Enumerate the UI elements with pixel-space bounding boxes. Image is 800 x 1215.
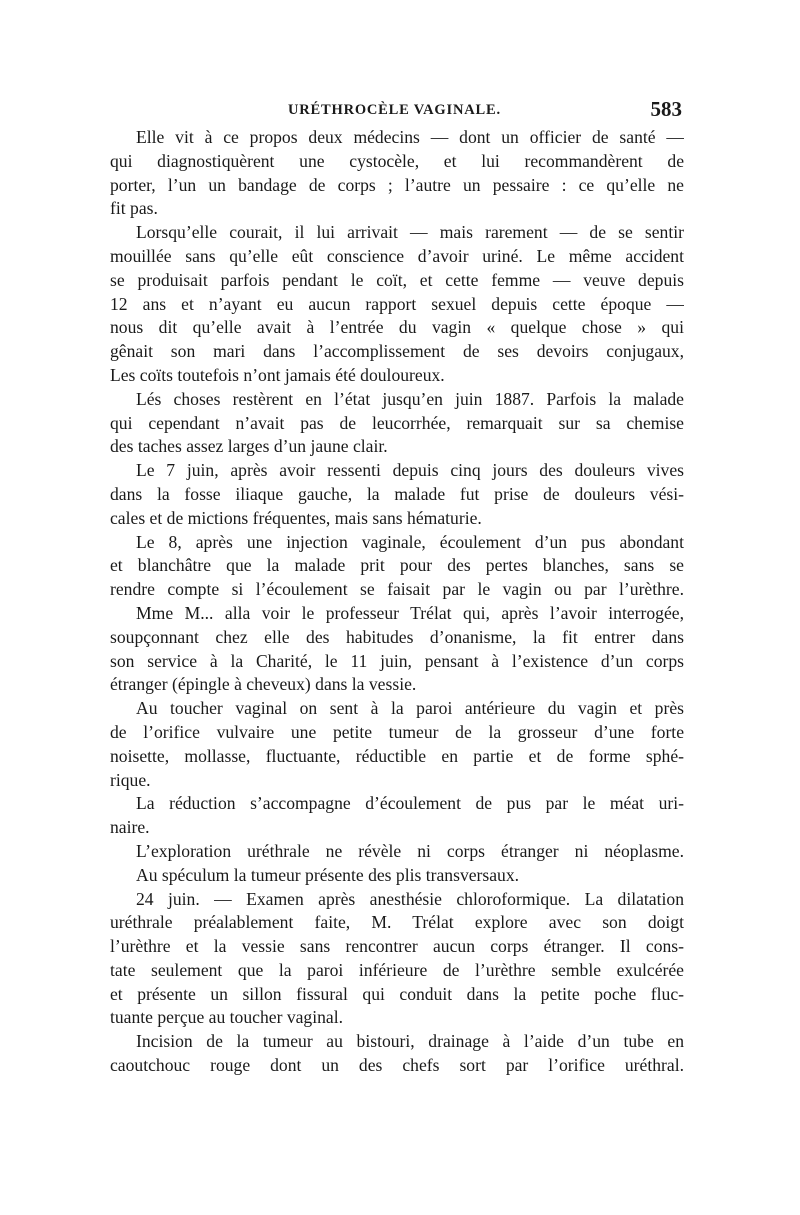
text-line: noisette, mollasse, fluctuante, réductible en partie et de forme sphé- (110, 745, 684, 766)
text-line: l’urèthre et la vessie sans rencontrer aucun corps étranger. Il cons- (110, 936, 684, 957)
text-line: étranger (épingle à cheveux) dans la vessie. (110, 674, 417, 695)
text-line: Mme M... alla voir le professeur Trélat qui, après l’avoir interrogée, (136, 602, 684, 623)
text-line: Lorsqu’elle courait, il lui arrivait — mais rarement — de se sentir (136, 222, 684, 243)
text-line: tate seulement que la paroi inférieure de l’urèthre semble exulcérée (110, 959, 684, 980)
text-line: La réduction s’accompagne d’écoulement de pus par le méat uri- (136, 793, 684, 814)
text-line: qui diagnostiquèrent une cystocèle, et lui recommandèrent de (110, 150, 684, 171)
text-line: Lés choses restèrent en l’état jusqu’en juin 1887. Parfois la malade (136, 388, 684, 409)
text-line: naire. (110, 817, 150, 838)
text-line: fit pas. (110, 198, 158, 219)
text-line: Incision de la tumeur au bistouri, drainage à l’aide d’un tube en (136, 1031, 684, 1052)
text-line: uréthrale préalablement faite, M. Trélat explore avec son doigt (110, 912, 684, 933)
text-line: caoutchouc rouge dont un des chefs sort par l’orifice uréthral. (110, 1055, 684, 1076)
text-line: qui cependant n’avait pas de leucorrhée, remarquait sur sa chemise (110, 412, 684, 433)
running-title: URÉTHROCÈLE VAGINALE. (288, 102, 501, 118)
text-line: gênait son mari dans l’accomplissement de ses devoirs conjugaux, (110, 341, 684, 362)
page-number: 583 (650, 97, 682, 121)
text-line: nous dit qu’elle avait à l’entrée du vagin « quelque chose » qui (110, 317, 684, 338)
text-line: des taches assez larges d’un jaune clair. (110, 436, 388, 457)
text-line: son service à la Charité, le 11 juin, pensant à l’existence d’un corps (110, 650, 684, 671)
text-line: et blanchâtre que la malade prit pour des pertes blanches, sans se (110, 555, 684, 576)
text-line: cales et de mictions fréquentes, mais sans hématurie. (110, 507, 482, 528)
text-line: de l’orifice vulvaire une petite tumeur de la grosseur d’une forte (110, 721, 684, 742)
text-line: porter, l’un un bandage de corps ; l’autre un pessaire : ce qu’elle ne (110, 174, 684, 195)
text-line: rique. (110, 769, 151, 790)
text-line: et présente un sillon fissural qui conduit dans la petite poche fluc- (110, 983, 684, 1004)
text-line: soupçonnant chez elle des habitudes d’onanisme, la fit entrer dans (110, 626, 684, 647)
text-line: 12 ans et n’ayant eu aucun rapport sexuel depuis cette époque — (110, 293, 684, 314)
text-line: tuante perçue au toucher vaginal. (110, 1007, 344, 1028)
text-line: mouillée sans qu’elle eût conscience d’avoir uriné. Le même accident (110, 245, 684, 266)
text-line: Elle vit à ce propos deux médecins — dont un officier de santé — (136, 127, 684, 147)
text-line: Le 8, après une injection vaginale, écoulement d’un pus abondant (136, 531, 684, 552)
text-line: L’exploration uréthrale ne révèle ni corps étranger ni néoplasme. (136, 840, 684, 861)
text-line: Au toucher vaginal on sent à la paroi antérieure du vagin et près (136, 698, 684, 719)
body-text (110, 126, 684, 1078)
text-line: se produisait parfois pendant le coït, et cette femme — veuve depuis (110, 269, 684, 290)
text-line: dans la fosse iliaque gauche, la malade fut prise de douleurs vési- (110, 483, 684, 504)
text-line: Le 7 juin, après avoir ressenti depuis cinq jours des douleurs vives (136, 460, 684, 481)
text-line: Au spéculum la tumeur présente des plis transversaux. (136, 864, 520, 885)
text-line: 24 juin. — Examen après anesthésie chloroformique. La dilatation (136, 888, 684, 909)
page-header (110, 97, 682, 126)
text-line: Les coïts toutefois n’ont jamais été douloureux. (110, 364, 445, 385)
text-line: rendre compte si l’écoulement se faisait par le vagin ou par l’urèthre. (110, 579, 684, 600)
